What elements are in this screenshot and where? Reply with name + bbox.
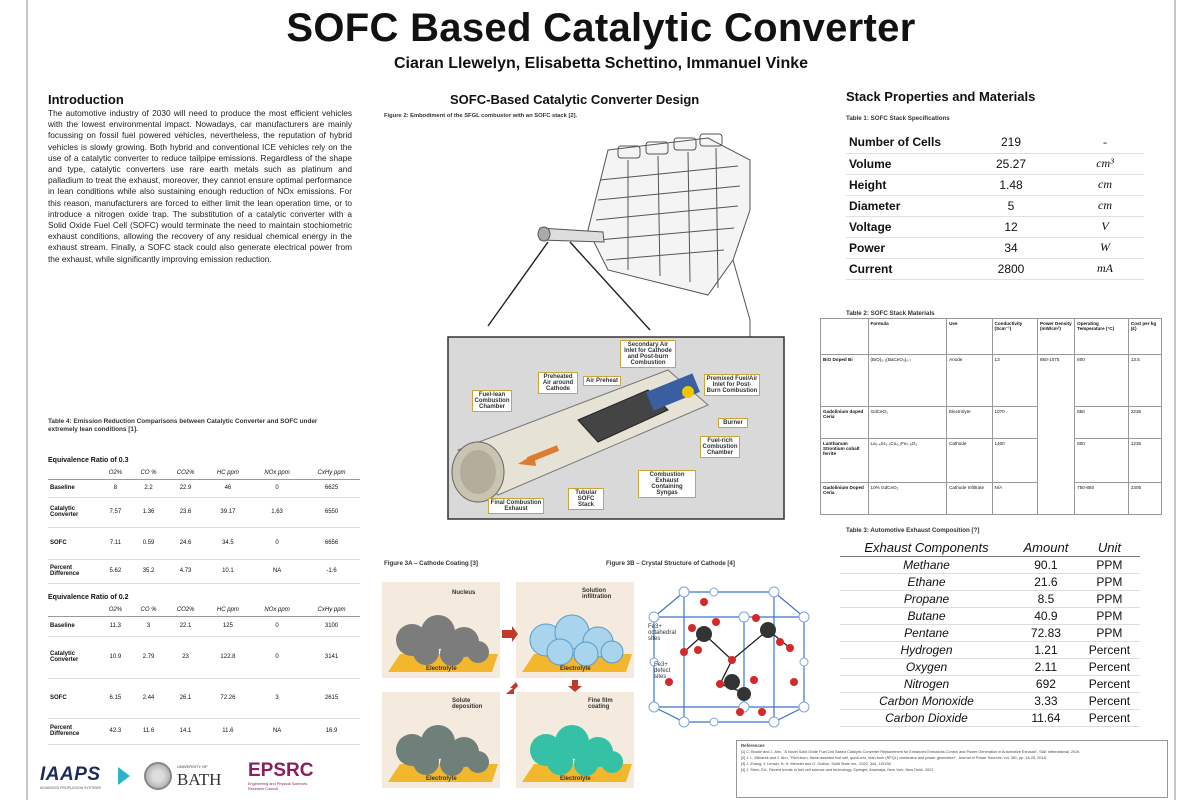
coating-label: Electrolyte (426, 776, 457, 782)
callout-label: Air Preheat (583, 376, 621, 386)
arrow-right-icon (502, 626, 518, 642)
table-row (48, 497, 360, 527)
row-label: Catalytic Converter (48, 636, 100, 678)
cell: PPM (1079, 608, 1140, 625)
table-row (48, 479, 360, 497)
cell: 26.1 (166, 678, 204, 718)
cell: 23 (166, 636, 204, 678)
spec-value: 1.48 (956, 174, 1066, 195)
cell: PPM (1079, 591, 1140, 608)
cell: 800 (1075, 439, 1129, 483)
col-header (821, 319, 869, 355)
bath-logo (144, 762, 234, 794)
cell: Ethane (840, 574, 1013, 591)
cell: Hydrogen (840, 642, 1013, 659)
intro-text: The automotive industry of 2030 will need to produce the most efficient vehicles with the lowest environmental impact. Nowadays, car manufacturers are mainly focussing on fossil fuel powered vehicles, nevertheless, the reputation of hybrid vehicles is slowly growing. Both hybrid and conventional ICE vehicles rely on the use of a catalytic converter to reduce tailpipe emissions. Regardless of the shape and type, catalytic converters use rare earth metals such as platinum and palladium to treat the exhaust, moreover, they cannot ensure optimal performance in lean conditions while also sustaining enough reduction of NOx emissions. For this reason, manufacturers are forced to either limit the lean operation time, or to introduce a nitrogen oxide trap. The substitution of a catalytic converter with a Solid Oxide Fuel Cell (SOFC) would terminate the need to maintain stochiometric exhaust conditions, allowing the recovery of any residual chemical energy in the exhaust stream. Finally, a SOFC stack could also generate electrical power from the exhaust, while significantly improving emission reduction. (48, 108, 352, 264)
cell: 0 (251, 616, 303, 636)
coating-label: Solute deposition (452, 698, 483, 710)
fig2-caption: Figure 2: Embodiment of the SFGL combustor with an SOFC stack [2]. (384, 113, 578, 119)
fig3a-illustration (382, 582, 636, 792)
epsrc-logo-sub: Engineering and Physical Sciences Research Council (248, 782, 308, 791)
cell: N/A (992, 483, 1037, 515)
cell: Pentane (840, 625, 1013, 642)
cell: 3141 (303, 636, 360, 678)
design-heading: SOFC-Based Catalytic Converter Design (450, 92, 700, 107)
table-header-row (821, 319, 1162, 355)
cell: La₀.₆Sr₀.₄Co₀.₂Fe₀.₈O₃ (868, 439, 947, 483)
cell: GdCeO₂ (868, 407, 947, 439)
fig3a-caption: Figure 3A – Cathode Coating [3] (384, 560, 478, 567)
cell: 3 (131, 616, 167, 636)
cell: 13.5 (1128, 355, 1161, 407)
reference-item: [1] C. Brodie and J. Ahn, "A Novel Solid Oxide Fuel Cell Based Catalytic Converter Replacement for Enhanced Emissions Control and Power Generation in Automotive Exhaust", SAE International, 2019. (741, 750, 1081, 754)
table-row (840, 557, 1140, 574)
col-header: HC ppm (205, 467, 251, 479)
cell: 2305 (1128, 483, 1161, 515)
row-label: Percent Difference (48, 559, 100, 583)
cell: NA (251, 559, 303, 583)
spec-unit: cm (1066, 195, 1144, 216)
spec-key: Diameter (846, 195, 956, 216)
crystal-structure (644, 572, 814, 732)
arrow-down-icon (568, 680, 582, 692)
col-header: Exhaust Components (840, 540, 1013, 557)
cell: 16.9 (303, 718, 360, 744)
cell: 0 (251, 527, 303, 559)
col-header: NOx ppm (251, 604, 303, 616)
table-row (821, 355, 1162, 407)
col-header: Conductivity (Scm⁻¹) (992, 319, 1037, 355)
col-header: Unit (1079, 540, 1140, 557)
spec-unit: W (1066, 237, 1144, 258)
col-header: Operating Temperature (°C) (1075, 319, 1129, 355)
iaaps-logo-text: IAAPS (40, 764, 101, 785)
references-box (736, 740, 1168, 798)
cell: Cathode Infiltrate (947, 483, 992, 515)
bath-crest-icon (144, 762, 172, 790)
cell: 0 (251, 479, 303, 497)
callout-label: Final Combustion Exhaust (488, 498, 544, 514)
cell: 10% GdCeO₂ (868, 483, 947, 515)
cell: 2.2 (131, 479, 167, 497)
spec-key: Voltage (846, 216, 956, 237)
iaaps-arrow-icon (118, 767, 130, 785)
cell: 6550 (303, 497, 360, 527)
table-row (48, 718, 360, 744)
col-header: Formula (868, 319, 947, 355)
spec-value: 34 (956, 237, 1066, 258)
cell: Carbon Monoxide (840, 693, 1013, 710)
table-row (840, 625, 1140, 642)
coating-label: Electrolyte (560, 776, 591, 782)
table-row (840, 693, 1140, 710)
spec-unit: cm³ (1066, 153, 1144, 174)
row-label: SOFC (48, 527, 100, 559)
callout-label: Tubular SOFC Stack (568, 488, 604, 510)
cell: 46 (205, 479, 251, 497)
cell: 10.1 (205, 559, 251, 583)
cell: 125 (205, 616, 251, 636)
cell: Gadolinium Doped Ceria (821, 483, 869, 515)
cell: 3100 (303, 616, 360, 636)
cell: Anode (947, 355, 992, 407)
cell: 750-850 (1075, 483, 1129, 515)
cell: Cathode (947, 439, 992, 483)
reference-item: [4] J. Shen, Ed., Recent trends in fuel cell science and technology, Springer, Anamaya, New York, New Delhi, 2007. (741, 768, 935, 772)
cell: 11.6 (131, 718, 167, 744)
cell: Carbon Dioxide (840, 710, 1013, 727)
cell: 4.73 (166, 559, 204, 583)
spec-key: Volume (846, 153, 956, 174)
cell: 2.44 (131, 678, 167, 718)
cell: 7.57 (100, 497, 131, 527)
emission-table-group-1 (48, 467, 360, 584)
spec-value: 12 (956, 216, 1066, 237)
poster-title: SOFC Based Catalytic Converter (286, 6, 916, 50)
bath-logo-text: BATH (177, 770, 222, 789)
table-row (846, 195, 1144, 216)
cell: Gadolinium doped Ceria (821, 407, 869, 439)
poster (26, 0, 1176, 800)
table-row (840, 574, 1140, 591)
cell: 0 (251, 636, 303, 678)
col-header: Power Density (mW/cm²) (1037, 319, 1074, 355)
cell: 23.6 (166, 497, 204, 527)
iaaps-logo (40, 764, 130, 794)
cell: 2.79 (131, 636, 167, 678)
cell: 2236 (1128, 407, 1161, 439)
cell: 0.59 (131, 527, 167, 559)
cell: 34.5 (205, 527, 251, 559)
reference-item: [2] J. L. Milcarek and J. Ahn, "Rich-burn, flame-assisted fuel cell, quick-mix, lean-burn (RFQL) combustor and power generation", Journal of Power Sources, vol. 381, pp. 18-25, 2018. (741, 756, 1047, 760)
cell: 7.11 (100, 527, 131, 559)
fig2-illustration (378, 120, 798, 550)
cell: 1.36 (131, 497, 167, 527)
cell: 6625 (303, 479, 360, 497)
emission-table-group-2 (48, 604, 360, 745)
cell: Methane (840, 557, 1013, 574)
cell: 850 (1075, 407, 1129, 439)
spec-key: Power (846, 237, 956, 258)
table-row (846, 153, 1144, 174)
cell: Electrolyte (947, 407, 992, 439)
epsrc-logo-text: EPSRC (248, 760, 314, 781)
cell: 22.1 (166, 616, 204, 636)
col-header: NOx ppm (251, 467, 303, 479)
table-row (821, 407, 1162, 439)
cell: 11.3 (100, 616, 131, 636)
stack-materials-table (820, 318, 1162, 515)
cell: 40.9 (1013, 608, 1079, 625)
cell: 692 (1013, 676, 1079, 693)
table-row (846, 237, 1144, 258)
coating-diagram (382, 582, 636, 792)
table-header-row (48, 467, 360, 479)
table1-caption: Table 1: SOFC Stack Specifications (846, 115, 950, 122)
cell: 72.83 (1013, 625, 1079, 642)
cell: Percent (1079, 693, 1140, 710)
table-row (48, 678, 360, 718)
eq-ratio-1-heading: Equivalence Ratio of 0.3 (48, 457, 129, 464)
col-header: O2% (100, 604, 131, 616)
spec-key: Current (846, 258, 956, 279)
table-row (846, 216, 1144, 237)
callout-label: Premixed Fuel/Air Inlet for Post-Burn Combustion (704, 374, 760, 396)
callout-label: Fuel-rich Combustion Chamber (700, 436, 740, 458)
col-header: Amount (1013, 540, 1079, 557)
callout-label: Secondary Air Inlet for Cathode and Post-burn Combustion (620, 340, 676, 368)
table-row (840, 591, 1140, 608)
col-header: CO2% (166, 467, 204, 479)
coating-label: Fine film coating (588, 698, 613, 710)
callout-label: Fuel-lean Combustion Chamber (472, 390, 512, 412)
row-label: Baseline (48, 479, 100, 497)
cell: 800 (1075, 355, 1129, 407)
cell: 39.17 (205, 497, 251, 527)
cell: 6656 (303, 527, 360, 559)
cell: PPM (1079, 625, 1140, 642)
row-label: SOFC (48, 678, 100, 718)
bath-logo-sub: UNIVERSITY OF (177, 764, 208, 769)
col-header: O2% (100, 467, 131, 479)
eq-ratio-2-heading: Equivalence Ratio of 0.2 (48, 594, 129, 601)
stack-spec-table (846, 132, 1144, 280)
spec-unit: V (1066, 216, 1144, 237)
col-header: Use (947, 319, 992, 355)
table-header-row (840, 540, 1140, 557)
crystal-label: Fe3+ octahedral sites (648, 624, 677, 642)
cell: 11.6 (205, 718, 251, 744)
callout-label: Preheated Air around Cathode (538, 372, 578, 394)
cell: 90.1 (1013, 557, 1079, 574)
coating-label: Electrolyte (426, 666, 457, 672)
table-row (840, 676, 1140, 693)
cell: 1.21 (1013, 642, 1079, 659)
cell: -1.6 (303, 559, 360, 583)
coating-label: Nucleus (452, 590, 476, 596)
table-row (846, 258, 1144, 279)
table-row (48, 636, 360, 678)
cell: Percent (1079, 659, 1140, 676)
row-label: Percent Difference (48, 718, 100, 744)
col-header: CxHy ppm (303, 467, 360, 479)
fig3b-caption: Figure 3B – Crystal Structure of Cathode [4] (606, 560, 735, 567)
spec-unit: mA (1066, 258, 1144, 279)
reference-item: [3] J. Zhang, Y. Lenser, N. H. Menzler and O. Guillon, Solid State Ion., 2020, 344, 115138. (741, 762, 892, 766)
col-header: CO % (131, 467, 167, 479)
cell: 14.1 (166, 718, 204, 744)
callout-label: Burner (718, 418, 748, 428)
exhaust-composition-table (840, 540, 1140, 727)
cell: 24.6 (166, 527, 204, 559)
cell: 5.62 (100, 559, 131, 583)
table-row (840, 710, 1140, 727)
table-row (840, 659, 1140, 676)
cell: 3 (251, 678, 303, 718)
spec-value: 219 (956, 132, 1066, 153)
cell: 11.64 (1013, 710, 1079, 727)
cell: 8.5 (1013, 591, 1079, 608)
table-row (840, 608, 1140, 625)
table2-caption: Table 2: SOFC Stack Materials (846, 310, 935, 317)
coating-label: Electrolyte (560, 666, 591, 672)
cell: Propane (840, 591, 1013, 608)
cell: 8 (100, 479, 131, 497)
spec-value: 5 (956, 195, 1066, 216)
table-row (840, 642, 1140, 659)
cell: 13 (992, 355, 1037, 407)
col-header: CO % (131, 604, 167, 616)
spec-unit: - (1066, 132, 1144, 153)
spec-value: 2800 (956, 258, 1066, 279)
cell: PPM (1079, 574, 1140, 591)
iaaps-logo-sub: ADVANCED PROPULSION SYSTEMS (40, 786, 101, 790)
col-header: HC ppm (205, 604, 251, 616)
cell: Oxygen (840, 659, 1013, 676)
cell: Lanthanum Strontium cobalt ferrite (821, 439, 869, 483)
cell: 1.63 (251, 497, 303, 527)
row-label: Baseline (48, 616, 100, 636)
cell: 35.2 (131, 559, 167, 583)
cell: Percent (1079, 710, 1140, 727)
cell: 72.26 (205, 678, 251, 718)
spec-unit: cm (1066, 174, 1144, 195)
table-row (48, 559, 360, 583)
intro-heading: Introduction (48, 92, 124, 107)
cell: 1400 (992, 439, 1037, 483)
cell: PPM (1079, 557, 1140, 574)
cell: 122.8 (205, 636, 251, 678)
cell: 6.15 (100, 678, 131, 718)
col-header: CO2% (166, 604, 204, 616)
col-header: Cost per kg (£) (1128, 319, 1161, 355)
table-row (821, 439, 1162, 483)
cell: 1070 (992, 407, 1037, 439)
cell: 10.9 (100, 636, 131, 678)
table-row (48, 527, 360, 559)
table-row (846, 174, 1144, 195)
cell: 2.11 (1013, 659, 1079, 676)
cell: 1235 (1128, 439, 1161, 483)
stack-heading: Stack Properties and Materials (846, 89, 1036, 104)
cell: Butane (840, 608, 1013, 625)
cell: BiO Doped Bi (821, 355, 869, 407)
cell: Percent (1079, 642, 1140, 659)
col-header: CxHy ppm (303, 604, 360, 616)
cell: 3.33 (1013, 693, 1079, 710)
cell: 42.3 (100, 718, 131, 744)
spec-value: 25.27 (956, 153, 1066, 174)
cell: (BiO)₀.₃(BaCeO₃)₀.₇ (868, 355, 947, 407)
cell: 22.9 (166, 479, 204, 497)
table-row (48, 616, 360, 636)
table-row (821, 483, 1162, 515)
references-heading: References (741, 743, 765, 748)
cell: 850-1075 (1037, 355, 1074, 515)
table-header-row (48, 604, 360, 616)
cell: Percent (1079, 676, 1140, 693)
cell: 21.6 (1013, 574, 1079, 591)
coating-label: Solution infiltration (582, 588, 612, 600)
callout-label: Combustion Exhaust Containing Syngas (638, 470, 696, 498)
epsrc-logo (248, 760, 348, 796)
poster-authors: Ciaran Llewelyn, Elisabetta Schettino, Immanuel Vinke (393, 55, 809, 72)
cell: NA (251, 718, 303, 744)
cell: Nitrogen (840, 676, 1013, 693)
crystal-label: Fe3+ defect sites (654, 662, 671, 680)
cell: 2615 (303, 678, 360, 718)
spec-key: Height (846, 174, 956, 195)
table-row (846, 132, 1144, 153)
table4-caption: Table 4: Emission Reduction Comparisons between Catalytic Converter and SOFC under extremely lean conditions [1]. (48, 418, 318, 433)
row-label: Catalytic Converter (48, 497, 100, 527)
spec-key: Number of Cells (846, 132, 956, 153)
table3-caption: Table 3: Automotive Exhaust Composition [?] (846, 527, 980, 534)
